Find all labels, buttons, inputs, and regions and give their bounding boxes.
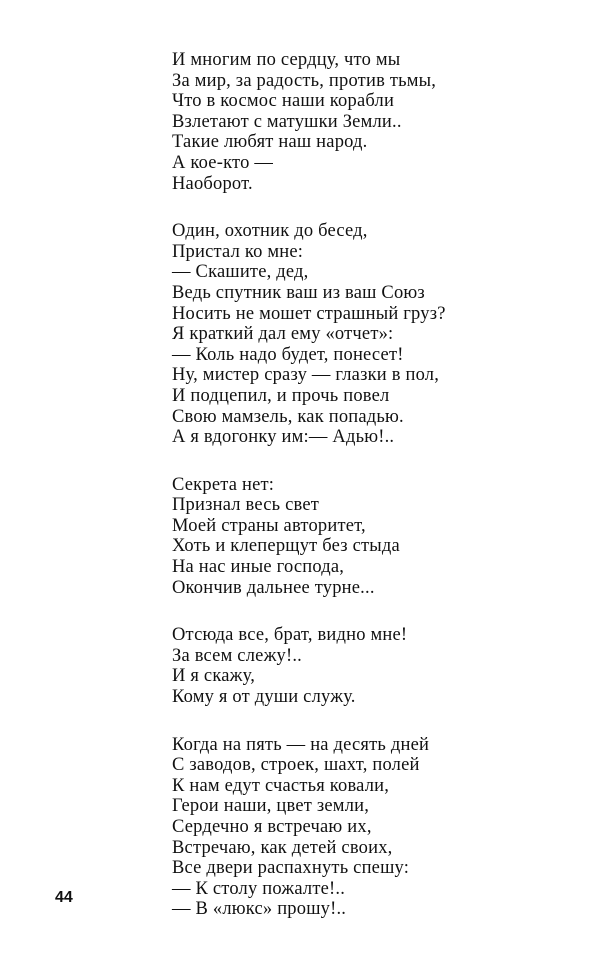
poem-line: А кое-кто —	[172, 152, 274, 173]
poem-line: Ведь спутник ваш из ваш Союз	[172, 282, 425, 303]
poem-line: Встречаю, как детей своих,	[172, 837, 393, 858]
poem-line: Сердечно я встречаю их,	[172, 817, 372, 837]
poem-line: Ну, мистер сразу — глазки в пол,	[172, 365, 440, 386]
stanza	[172, 625, 572, 707]
poem-line: И подцепил, и прочь повел	[172, 385, 390, 406]
poem-line: Моей страны авторитет,	[172, 515, 366, 536]
poem-line: — К столу пожалте!..	[172, 878, 346, 899]
poem-line: За всем слежу!..	[172, 645, 303, 666]
page-number: 44	[55, 889, 73, 906]
poem-line: Отсюда все, брат, видно мне!	[172, 625, 408, 646]
poem-line: Когда на пять — на десять дней	[172, 734, 430, 755]
poem-line: — Скашите, дед,	[172, 262, 309, 283]
poem-line: Пристал ко мне:	[172, 241, 304, 262]
poem-line: Такие любят наш народ.	[172, 132, 368, 153]
stanza	[172, 475, 572, 599]
poem-line: За мир, за радость, против тьмы,	[172, 70, 437, 91]
poem-line: Секрета нет:	[172, 474, 275, 495]
poem-line: И я скажу,	[172, 666, 256, 687]
poem-line: Что в космос наши корабли	[172, 91, 395, 112]
poem-line: А я вдогонку им:— Адью!..	[172, 427, 395, 448]
poem-line: С заводов, строек, шахт, полей	[172, 755, 420, 776]
poem-line: И многим по сердцу, что мы	[172, 50, 401, 70]
poem-line: Герои наши, цвет земли,	[172, 796, 370, 817]
stanza	[172, 50, 572, 194]
poem-line: Кому я от души служу.	[172, 687, 356, 708]
poem-line: Я краткий дал ему «отчет»:	[172, 324, 394, 345]
poem-line: Носить не мошет страшный груз?	[172, 303, 446, 324]
poem-line: Все двери распахнуть спешу:	[172, 858, 410, 879]
poem	[172, 50, 572, 947]
poem-line: Признал весь свет	[172, 495, 320, 516]
poem-line: Один, охотник до бесед,	[172, 221, 368, 242]
poem-line: Хоть и клеперщут без стыда	[172, 536, 400, 557]
poem-line: — Коль надо будет, понесет!	[172, 344, 404, 365]
stanza	[172, 221, 572, 448]
poem-line: — В «люкс» прошу!..	[172, 899, 347, 920]
poem-line: Наоборот.	[172, 173, 253, 194]
poem-line: К нам едут счастья ковали,	[172, 775, 390, 796]
stanza	[172, 735, 572, 920]
poem-line: Окончив дальнее турне...	[172, 577, 375, 598]
poem-line: На нас иные господа,	[172, 557, 345, 578]
poem-line: Свою мамзель, как попадью.	[172, 406, 404, 427]
poem-line: Взлетают с матушки Земли..	[172, 111, 402, 132]
